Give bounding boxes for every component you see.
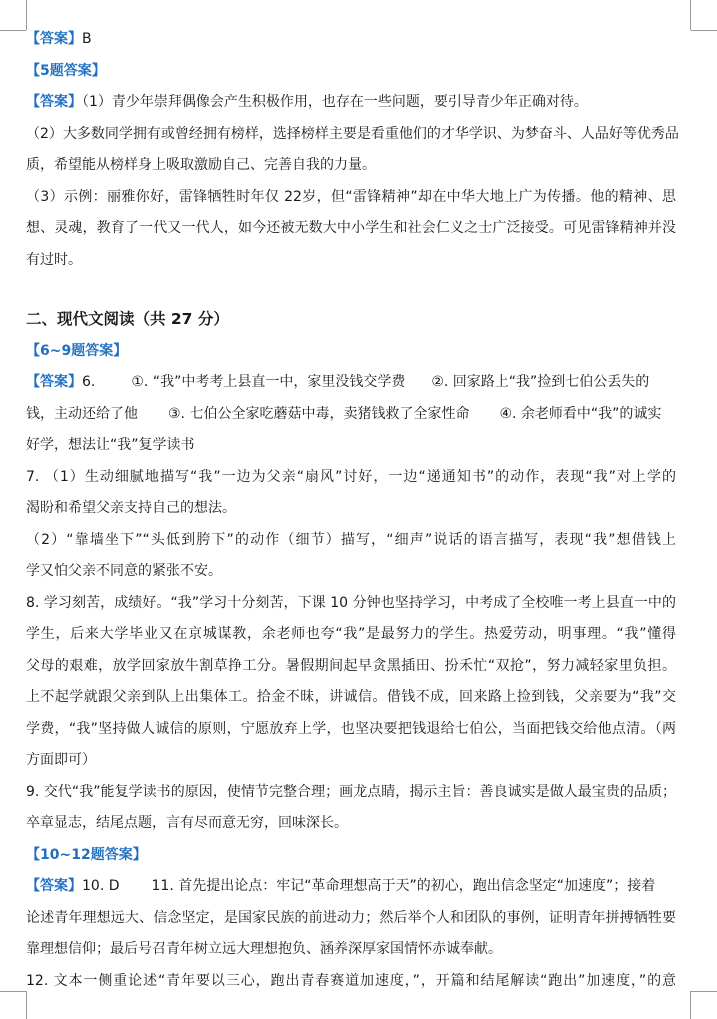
q5-text-1: （1）青少年崇拜偶像会产生积极作用，也存在一些问题，要引导青少年正确对待。 (82, 94, 588, 110)
a8-line-1: 8. 学习刻苦，成绩好。“我”学习十分刻苦，下课 10 分钟也坚持学习，中考成了全校唯一考上县直一中的 (26, 594, 676, 611)
question-10-12-header: 【10~12题答案】 (26, 846, 147, 863)
q5-line-5: 想、灵魂，教育了一代又一代人，如今还被无数大中小学生和社会仁义之士广泛接受。可见雷锋精神并没 (26, 220, 676, 236)
a6-point-3: ③. 七伯公全家吃蘑菇中毒，卖猪钱救了全家性命 (168, 405, 470, 422)
a6-point-1: ①. “我”中考考上县直一中，家里没钱交学费 (131, 374, 406, 390)
answer-tag: 【答案】 (26, 374, 82, 390)
a6-point-2: ②. 回家路上“我”捡到七伯公丢失的 (431, 374, 650, 390)
crop-mark-bottom-right (691, 991, 717, 992)
a8-line-4: 上不起学就跟父亲到队上出集体工。拾金不昧，讲诚信。借钱不成，回来路上捡到钱，父亲要为“我”交 (26, 689, 676, 705)
a6-line-1 (26, 367, 676, 399)
crop-mark-top-right (690, 0, 691, 30)
a8-line-5: 学费，“我”坚持做人诚信的原则，宁愿放弃上学，也坚决要把钱退给七伯公，当面把钱交给他点清。（两 (26, 720, 676, 737)
q5-line-2: （2）大多数同学拥有或曾经拥有榜样，选择榜样主要是看重他们的才华学识、为梦奋斗、人品好等优秀品 (26, 125, 679, 142)
a9-line-1: 9. 交代“我”能复学读书的原因，使情节完整合理；画龙点睛，揭示主旨：善良诚实是做人最宝贵的品质； (26, 783, 676, 800)
a6-point-4: ④. 余老师看中“我”的诚实 (499, 405, 662, 422)
answer-tag: 【答案】 (26, 878, 82, 894)
crop-mark-bottom-right (690, 991, 691, 1019)
crop-mark-bottom-left (0, 991, 26, 992)
a6-line-3: 好学，想法让“我”复学读书 (26, 437, 195, 453)
crop-mark-top-left (0, 30, 26, 31)
document-page (26, 24, 679, 997)
q5-line-4: （3）示例：丽雅你好，雷锋牺牲时年仅 22岁，但“雷锋精神”却在中华大地上广为传播。他的精神、思 (26, 188, 676, 205)
answer-tag: 【答案】 (26, 94, 82, 110)
a10-text: 10. D (82, 878, 120, 894)
a6-number: 6. (82, 374, 96, 390)
answer-tag: 【答案】 (26, 31, 82, 47)
question-5-header: 【5题答案】 (26, 62, 106, 79)
a6-point-2-cont: 钱，主动还给了他 (26, 405, 138, 422)
a7-line-2: 渴盼和希望父亲支持自己的想法。 (26, 500, 236, 516)
a7-line-4: 学又怕父亲不同意的紧张不安。 (26, 563, 222, 579)
a10-a11-line-1 (26, 871, 676, 903)
question-6-9-header: 【6~9题答案】 (26, 342, 128, 359)
section-2-title: 二、现代文阅读（共 27 分） (26, 310, 229, 328)
q5-line-1 (26, 87, 676, 119)
a12-line-1: 12. 文本一侧重论述“青年要以三心，跑出青春赛道加速度，”，开篇和结尾解读“跑出”加速度，”的意 (26, 972, 676, 989)
answer-4 (26, 24, 676, 56)
a8-line-3: 父母的艰难，放学回家放牛割草挣工分。暑假期间起早贪黑插田、扮禾忙“双抢”，努力减轻家里负担。 (26, 657, 676, 674)
answer-text: B (82, 31, 92, 47)
a9-line-2: 卒章显志，结尾点题，言有尽而意无穷，回味深长。 (26, 815, 348, 831)
a7-line-1: 7. （1）生动细腻地描写“我”一边为父亲“扇风”讨好，一边“递通知书”的动作，表现“我”对上学的 (26, 468, 676, 485)
a11-text-1: 11. 首先提出论点：牢记“革命理想高于天”的初心，跑出信念坚定“加速度”；接着 (151, 878, 656, 894)
a6-line-2 (26, 399, 676, 431)
a11-line-2: 论述青年理想远大、信念坚定，是国家民族的前进动力；然后举个人和团队的事例，证明青年拼搏牺牲要 (26, 909, 676, 926)
q5-line-3: 质，希望能从榜样身上吸取激励自己、完善自我的力量。 (26, 157, 376, 173)
a8-line-2: 学生，后来大学毕业又在京城谋教，余老师也夸“我”是最努力的学生。热爱劳动，明事理。“我”懂得 (26, 626, 676, 642)
a11-line-3: 靠理想信仰；最后号召青年树立远大理想抱负、涵养深厚家国情怀赤诚奉献。 (26, 941, 502, 957)
crop-mark-top-right (691, 30, 717, 31)
spacer (26, 276, 676, 304)
a7-line-3: （2）“靠墙坐下”“头低到胯下”的动作（细节）描写，“细声”说话的语言描写，表现“我”想借钱上 (26, 531, 676, 548)
q5-line-6: 有过时。 (26, 251, 82, 268)
a8-line-6: 方面即可） (26, 752, 96, 768)
